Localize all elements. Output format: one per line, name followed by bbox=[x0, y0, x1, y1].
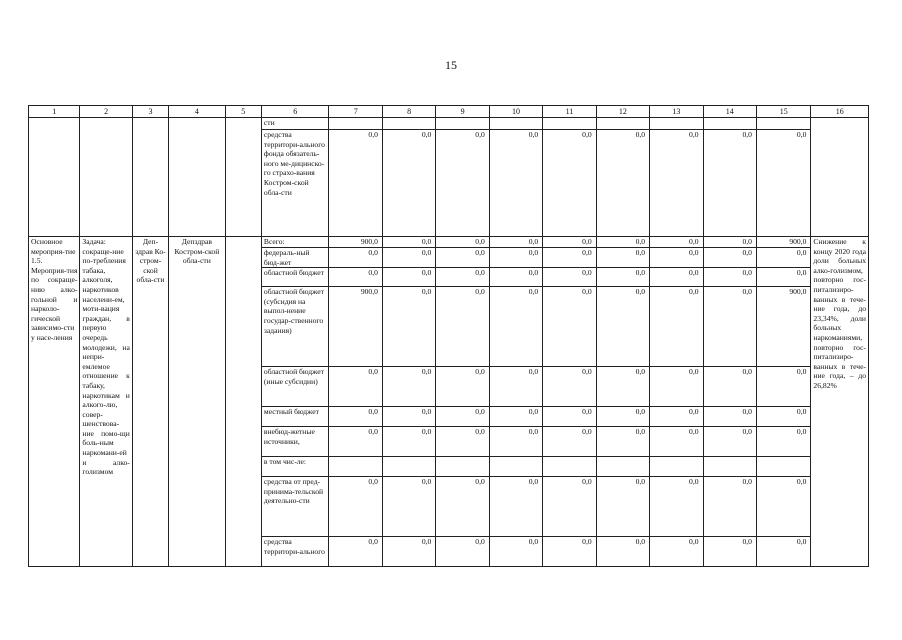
indicator-cell: Снижение к концу 2020 года доли больных алко-голизмом, повторно гос-питализиро-ванных в тече-ние года, до 23,34%, доли больных наркоманиями, повторно гос-питализиро-ванных в тече-ние года, – до 26,82% bbox=[811, 237, 869, 567]
value-cell: 0,0 bbox=[650, 248, 703, 268]
table-row bbox=[29, 237, 869, 248]
funding-source-cell: внебюд-жетные источники, bbox=[261, 427, 329, 457]
value-cell: 0,0 bbox=[382, 248, 435, 268]
value-cell: 0,0 bbox=[703, 367, 756, 407]
column-header: 9 bbox=[436, 106, 489, 118]
value-cell bbox=[329, 118, 382, 130]
value-cell: 0,0 bbox=[329, 407, 382, 427]
funding-source-cell: средства территори-ального bbox=[261, 537, 329, 567]
column-header: 5 bbox=[225, 106, 261, 118]
column-header: 14 bbox=[703, 106, 756, 118]
value-cell: 0,0 bbox=[382, 130, 435, 237]
value-cell: 0,0 bbox=[650, 287, 703, 367]
value-cell: 0,0 bbox=[382, 287, 435, 367]
value-cell: 0,0 bbox=[650, 477, 703, 537]
column-header: 2 bbox=[80, 106, 132, 118]
column-header: 3 bbox=[132, 106, 168, 118]
value-cell: 0,0 bbox=[329, 268, 382, 287]
empty-cell bbox=[169, 118, 225, 237]
value-cell: 0,0 bbox=[436, 237, 489, 248]
value-cell: 0,0 bbox=[596, 287, 649, 367]
value-cell bbox=[489, 118, 542, 130]
page-number: 15 bbox=[445, 58, 457, 72]
funding-source-cell: сти bbox=[261, 118, 329, 130]
value-cell: 0,0 bbox=[756, 477, 810, 537]
value-cell: 0,0 bbox=[543, 427, 596, 457]
funding-source-cell: областной бюджет bbox=[261, 268, 329, 287]
value-cell: 0,0 bbox=[543, 268, 596, 287]
funding-source-cell: федераль-ный бюд-жет bbox=[261, 248, 329, 268]
value-cell: 0,0 bbox=[436, 287, 489, 367]
empty-cell bbox=[225, 118, 261, 237]
column-header: 4 bbox=[169, 106, 225, 118]
value-cell: 0,0 bbox=[543, 248, 596, 268]
funding-source-cell: средства территори-ального фонда обязатель-ного ме-дицинско-го страхо-вания Костром-ской обла-сти bbox=[261, 130, 329, 237]
value-cell bbox=[382, 457, 435, 477]
value-cell: 0,0 bbox=[543, 537, 596, 567]
value-cell: 0,0 bbox=[596, 407, 649, 427]
column-header: 1 bbox=[29, 106, 80, 118]
value-cell: 0,0 bbox=[650, 407, 703, 427]
value-cell: 0,0 bbox=[436, 130, 489, 237]
value-cell: 0,0 bbox=[543, 477, 596, 537]
column-header: 13 bbox=[650, 106, 703, 118]
value-cell: 0,0 bbox=[703, 248, 756, 268]
value-cell: 0,0 bbox=[489, 248, 542, 268]
value-cell: 0,0 bbox=[703, 287, 756, 367]
value-cell: 0,0 bbox=[650, 130, 703, 237]
value-cell: 0,0 bbox=[489, 367, 542, 407]
value-cell: 0,0 bbox=[543, 130, 596, 237]
value-cell: 0,0 bbox=[436, 477, 489, 537]
value-cell bbox=[756, 457, 810, 477]
value-cell: 900,0 bbox=[329, 237, 382, 248]
value-cell: 0,0 bbox=[596, 248, 649, 268]
column-header: 15 bbox=[756, 106, 810, 118]
event-name-cell: Основное мероприя-тие 1.5. Мероприя-тия по сокраще-нию алко-гольной и нарколо-гической зависимо-сти у насе-ления bbox=[29, 237, 80, 567]
value-cell bbox=[543, 118, 596, 130]
value-cell: 0,0 bbox=[703, 237, 756, 248]
value-cell bbox=[650, 457, 703, 477]
value-cell: 0,0 bbox=[436, 427, 489, 457]
funding-source-cell: средства от пред-принима-тельской деятельно-сти bbox=[261, 477, 329, 537]
empty-cell bbox=[132, 118, 168, 237]
value-cell: 0,0 bbox=[436, 407, 489, 427]
value-cell: 0,0 bbox=[436, 268, 489, 287]
value-cell: 0,0 bbox=[489, 268, 542, 287]
value-cell: 0,0 bbox=[756, 268, 810, 287]
value-cell: 0,0 bbox=[756, 407, 810, 427]
value-cell: 900,0 bbox=[756, 287, 810, 367]
column-header: 7 bbox=[329, 106, 382, 118]
value-cell: 0,0 bbox=[650, 268, 703, 287]
value-cell: 0,0 bbox=[329, 537, 382, 567]
value-cell bbox=[703, 118, 756, 130]
funding-source-cell: местный бюджет bbox=[261, 407, 329, 427]
value-cell: 0,0 bbox=[436, 248, 489, 268]
funding-source-cell: в том чис-ле: bbox=[261, 457, 329, 477]
value-cell: 0,0 bbox=[436, 367, 489, 407]
column-header: 11 bbox=[543, 106, 596, 118]
value-cell: 0,0 bbox=[543, 367, 596, 407]
value-cell: 900,0 bbox=[756, 237, 810, 248]
value-cell: 0,0 bbox=[489, 130, 542, 237]
value-cell bbox=[489, 457, 542, 477]
value-cell: 0,0 bbox=[596, 477, 649, 537]
value-cell: 0,0 bbox=[329, 130, 382, 237]
value-cell: 0,0 bbox=[489, 237, 542, 248]
header-row bbox=[29, 106, 869, 118]
value-cell: 0,0 bbox=[596, 537, 649, 567]
value-cell: 0,0 bbox=[489, 427, 542, 457]
value-cell: 0,0 bbox=[436, 537, 489, 567]
funding-source-cell: областной бюджет (иные субсидии) bbox=[261, 367, 329, 407]
administrator-cell: Депздрав Костром-ской обла-сти bbox=[169, 237, 225, 567]
empty-cell bbox=[29, 118, 80, 237]
value-cell: 0,0 bbox=[382, 407, 435, 427]
value-cell: 0,0 bbox=[596, 268, 649, 287]
column-header: 8 bbox=[382, 106, 435, 118]
value-cell: 0,0 bbox=[489, 407, 542, 427]
value-cell bbox=[436, 118, 489, 130]
value-cell bbox=[382, 118, 435, 130]
value-cell: 0,0 bbox=[329, 248, 382, 268]
column-header: 12 bbox=[596, 106, 649, 118]
value-cell bbox=[543, 457, 596, 477]
value-cell bbox=[596, 457, 649, 477]
value-cell: 0,0 bbox=[596, 427, 649, 457]
value-cell: 0,0 bbox=[596, 130, 649, 237]
value-cell: 0,0 bbox=[489, 477, 542, 537]
value-cell: 0,0 bbox=[756, 248, 810, 268]
value-cell: 0,0 bbox=[596, 237, 649, 248]
value-cell: 0,0 bbox=[382, 268, 435, 287]
value-cell bbox=[756, 118, 810, 130]
value-cell: 0,0 bbox=[489, 287, 542, 367]
value-cell: 0,0 bbox=[650, 427, 703, 457]
value-cell bbox=[703, 457, 756, 477]
task-cell: Задача: сокраще-ние по-требления табака, алкоголя, наркотиков населени-ем, моти-вация граждан, в первую очередь молодежи, на непри-емлемое отношение к табаку, наркотикам и алкого-лю, совер-шенствова-ние помо-щи боль-ным наркомани-ей и алко-голизмом bbox=[80, 237, 132, 567]
column-header: 6 bbox=[261, 106, 329, 118]
value-cell: 0,0 bbox=[650, 367, 703, 407]
value-cell: 0,0 bbox=[382, 427, 435, 457]
value-cell: 0,0 bbox=[756, 130, 810, 237]
column-header: 16 bbox=[811, 106, 869, 118]
empty-cell bbox=[811, 118, 869, 237]
value-cell: 0,0 bbox=[382, 537, 435, 567]
column-header: 10 bbox=[489, 106, 542, 118]
value-cell: 0,0 bbox=[382, 477, 435, 537]
value-cell: 0,0 bbox=[596, 367, 649, 407]
value-cell bbox=[436, 457, 489, 477]
value-cell: 0,0 bbox=[650, 237, 703, 248]
value-cell: 0,0 bbox=[329, 477, 382, 537]
table-row bbox=[29, 118, 869, 130]
value-cell: 0,0 bbox=[756, 367, 810, 407]
value-cell: 900,0 bbox=[329, 287, 382, 367]
value-cell: 0,0 bbox=[489, 537, 542, 567]
funding-source-cell: Всего: bbox=[261, 237, 329, 248]
value-cell: 0,0 bbox=[543, 407, 596, 427]
value-cell: 0,0 bbox=[703, 268, 756, 287]
funding-source-cell: областной бюджет (субсидия на выпол-нение государ-ственного задания) bbox=[261, 287, 329, 367]
executor-cell: Деп-здрав Ко-стром-ской обла-сти bbox=[132, 237, 168, 567]
value-cell: 0,0 bbox=[329, 427, 382, 457]
value-cell: 0,0 bbox=[703, 477, 756, 537]
value-cell: 0,0 bbox=[543, 287, 596, 367]
column5-cell bbox=[225, 237, 261, 567]
value-cell: 0,0 bbox=[703, 130, 756, 237]
value-cell bbox=[596, 118, 649, 130]
value-cell: 0,0 bbox=[382, 237, 435, 248]
value-cell: 0,0 bbox=[703, 537, 756, 567]
value-cell: 0,0 bbox=[329, 367, 382, 407]
empty-cell bbox=[80, 118, 132, 237]
value-cell: 0,0 bbox=[382, 367, 435, 407]
value-cell: 0,0 bbox=[756, 537, 810, 567]
value-cell: 0,0 bbox=[756, 427, 810, 457]
value-cell bbox=[650, 118, 703, 130]
budget-table bbox=[28, 105, 869, 567]
value-cell: 0,0 bbox=[543, 237, 596, 248]
value-cell: 0,0 bbox=[703, 427, 756, 457]
value-cell bbox=[329, 457, 382, 477]
value-cell: 0,0 bbox=[650, 537, 703, 567]
value-cell: 0,0 bbox=[703, 407, 756, 427]
